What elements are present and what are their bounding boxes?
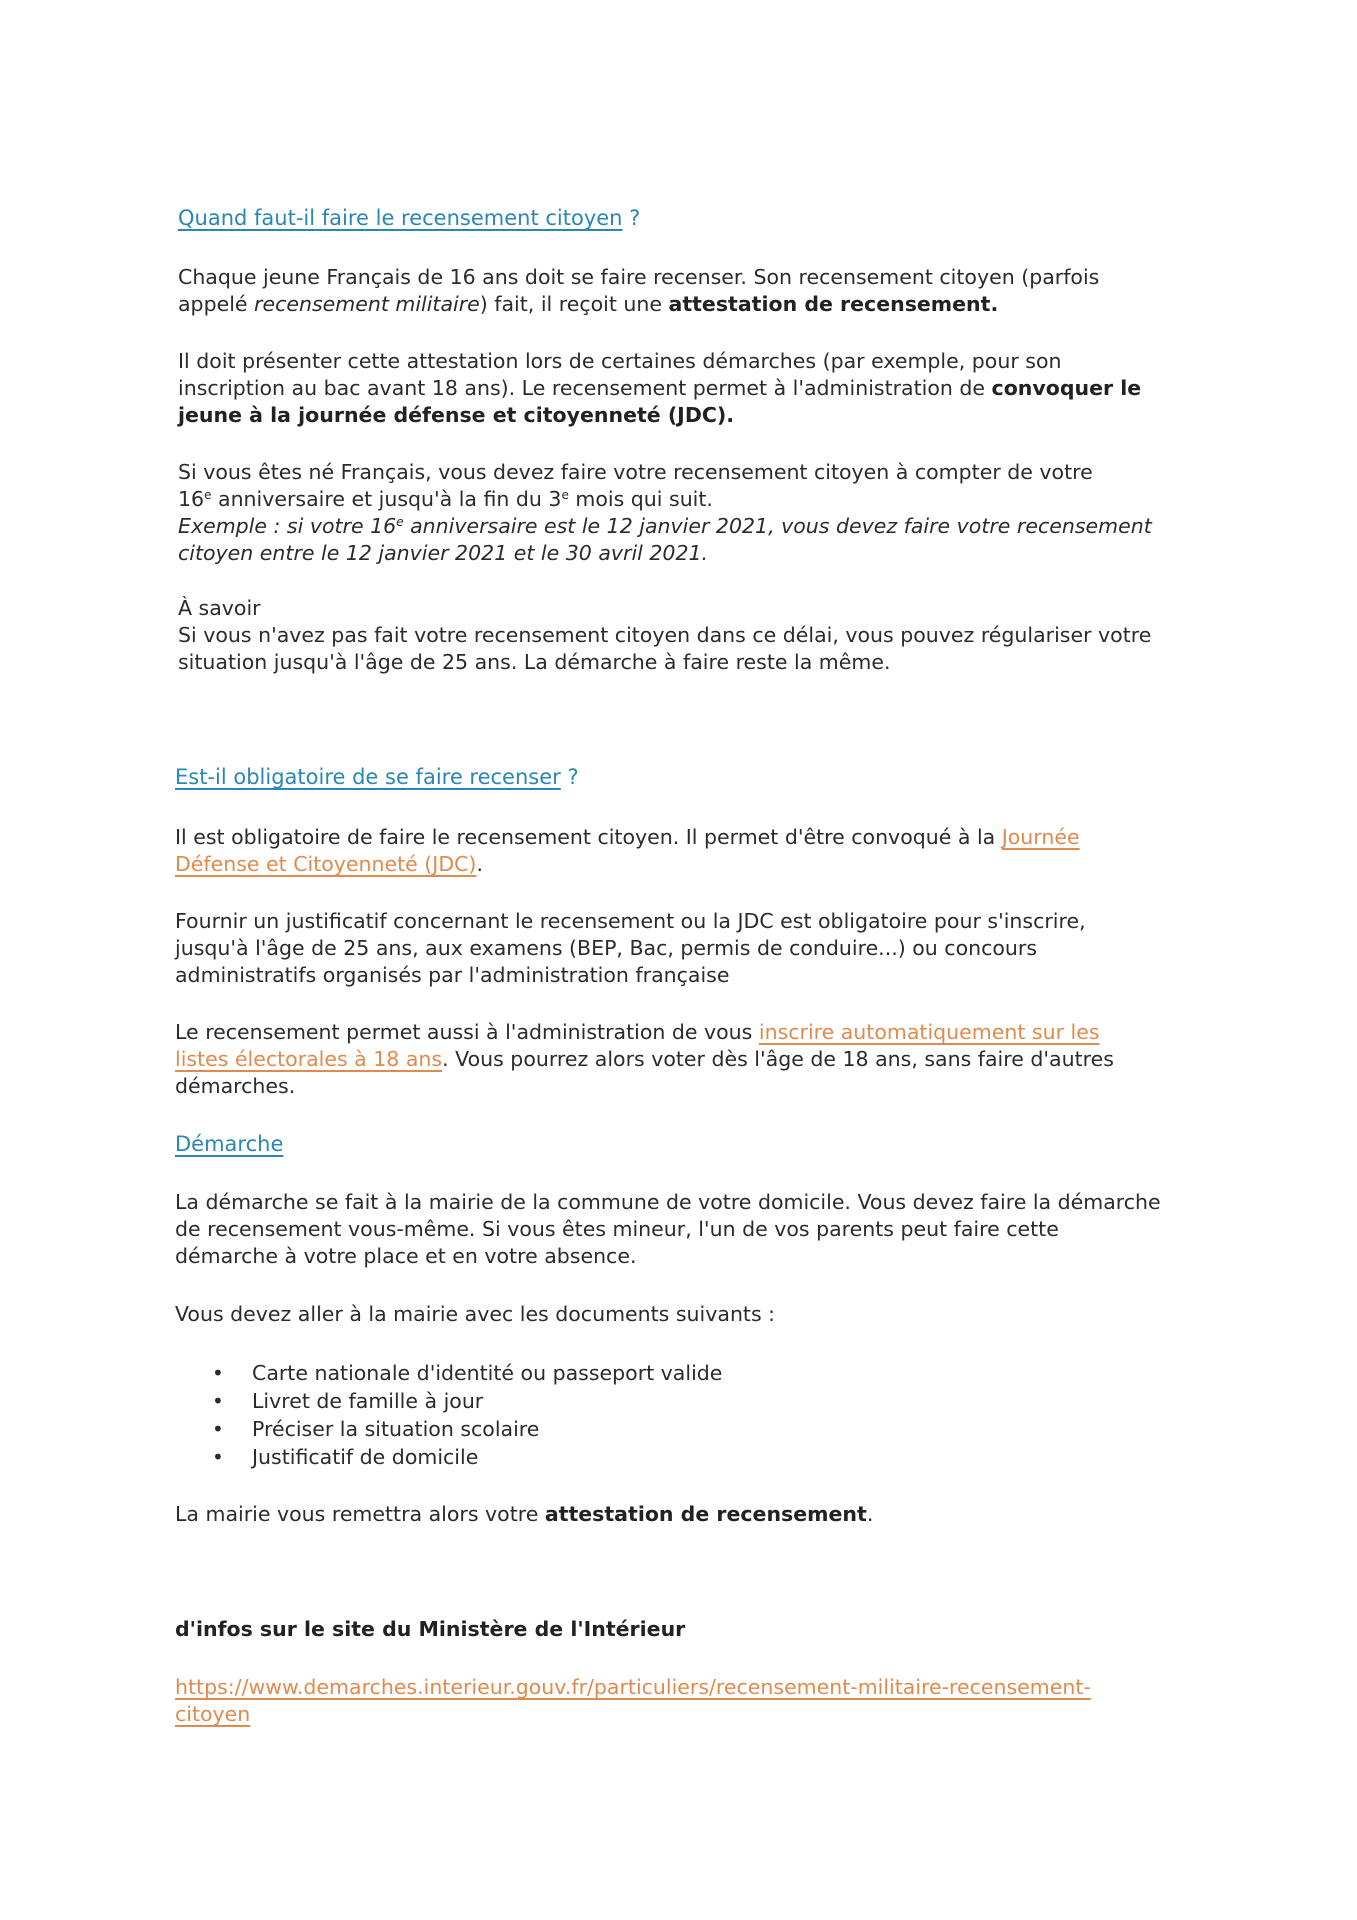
paragraph-delai: Si vous êtes né Français, vous devez faire votre recensement citoyen à compter de votre 16e anniversaire et jusqu'à la fin du 3e mois qui suit. Exemple : si votre 16e anniversaire est le 12 janvier 2021, vous devez faire votre recensement citoyen entre le 12 janvier 2021 et le 30 avril 2021. [178, 460, 1152, 565]
jdc-link-cont[interactable]: Défense et Citoyenneté (JDC) [175, 852, 477, 876]
listes-electorales-link-cont[interactable]: listes électorales à 18 ans [175, 1047, 443, 1071]
listes-electorales-link[interactable]: inscrire automatiquement sur les [758, 1020, 1100, 1044]
section-heading-quand: Quand faut-il faire le recensement citoyen ? [178, 206, 641, 230]
paragraph-mairie: La démarche se fait à la mairie de la commune de votre domicile. Vous devez faire la démarche de recensement vous-même. Si vous êtes mineur, l'un de vos parents peut faire cette démarche à votre place et en votre absence. [175, 1190, 1161, 1268]
paragraph-attestation: Il doit présenter cette attestation lors de certaines démarches (par exemple, pour son inscription au bac avant 18 ans). Le recensement permet à l'administration de convoquer le jeune à la journée défense et citoyenneté (JDC). [178, 349, 1142, 427]
section-heading-demarche: Démarche [175, 1132, 284, 1156]
list-item: • Livret de famille à jour [252, 1387, 722, 1415]
a-savoir-block: À savoir Si vous n'avez pas fait votre recensement citoyen dans ce délai, vous pouvez régulariser votre situation jusqu'à l'âge de 25 ans. La démarche à faire reste la même. [178, 596, 1152, 674]
ministere-url [175, 1674, 1175, 1728]
paragraph-jeune-francais: Chaque jeune Français de 16 ans doit se faire recenser. Son recensement citoyen (parfois appelé recensement militaire) fait, il reçoit une attestation de recensement. [178, 265, 1100, 316]
paragraph-obligatoire: Il est obligatoire de faire le recensement citoyen. Il permet d'être convoqué à la Journée Défense et Citoyenneté (JDC). [175, 825, 1080, 876]
a-savoir-title: À savoir [178, 596, 261, 620]
documents-list [212, 1359, 722, 1471]
ministere-url-link-cont[interactable]: citoyen [175, 1702, 251, 1726]
paragraph-listes-electorales: Le recensement permet aussi à l'administration de vous inscrire automatiquement sur les listes électorales à 18 ans. Vous pourrez alors voter dès l'âge de 18 ans, sans faire d'autres démarches. [175, 1020, 1114, 1098]
ministere-url-link[interactable]: https://www.demarches.interieur.gouv.fr/particuliers/recensement-militaire-recensement- [175, 1675, 1091, 1699]
jdc-link[interactable]: Journée [1001, 825, 1080, 849]
list-item: • Préciser la situation scolaire [252, 1415, 722, 1443]
list-item: • Carte nationale d'identité ou passeport valide [252, 1359, 722, 1387]
paragraph-justificatif: Fournir un justificatif concernant le recensement ou la JDC est obligatoire pour s'inscrire, jusqu'à l'âge de 25 ans, aux examens (BEP, Bac, permis de conduire...) ou concours administratifs organisés par l'administration française [175, 909, 1086, 987]
paragraph-documents-intro: Vous devez aller à la mairie avec les documents suivants : [175, 1302, 776, 1326]
section-heading-obligatoire: Est-il obligatoire de se faire recenser ? [175, 765, 579, 789]
list-item: • Justificatif de domicile [252, 1443, 722, 1471]
info-title: d'infos sur le site du Ministère de l'Intérieur [175, 1617, 686, 1641]
paragraph-remise-attestation: La mairie vous remettra alors votre attestation de recensement. [175, 1502, 874, 1526]
